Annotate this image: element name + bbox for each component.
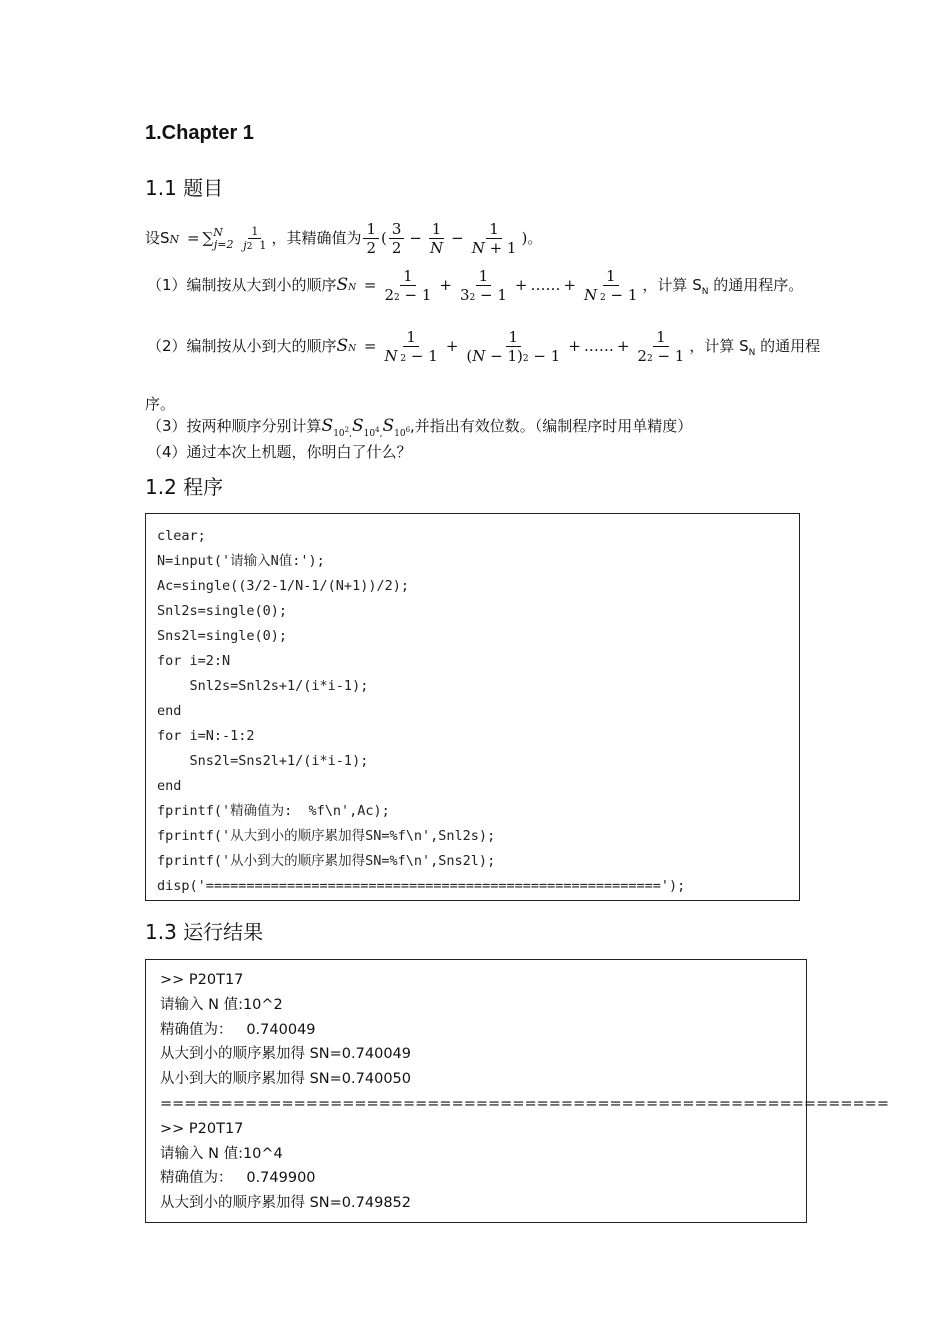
code-line: for i=2:N — [157, 653, 231, 669]
output-line: 请输入 N 值:10^2 — [160, 996, 283, 1013]
intro-line: 设SN = ∑$^N_{j=2}$ $\frac{1}{j2 1}$ ，其精确值为 $\frac{1}{2}$ ( $\frac{3}{2}$ − $\frac{1}{N}$ − $\frac{1}{N + 1}$ )。 — [145, 220, 543, 257]
code-line: disp('========================================================'); — [157, 878, 686, 894]
output-line: >> P20T17 — [160, 1120, 244, 1137]
code-line: end — [157, 703, 182, 719]
code-line: fprintf('精确值为: %f\n',Ac); — [157, 803, 390, 819]
section-heading-program: 1.2 程序 — [145, 475, 224, 499]
code-listing — [157, 524, 788, 899]
output-listing — [160, 968, 889, 1216]
output-line: ============================================================ — [160, 1095, 889, 1112]
item-2-wrap: 序。 — [145, 395, 176, 413]
intro-suffix: 。 — [527, 229, 543, 247]
code-line: end — [157, 778, 182, 794]
output-line: 从小到大的顺序累加得 SN=0.740050 — [160, 1071, 411, 1088]
output-line: 请输入 N 值:10^4 — [160, 1145, 283, 1162]
code-box — [145, 513, 800, 901]
item-3-line: （3）按两种顺序分别计算$S_{10^2,}S_{10^4,}S_{10^6}$,并指出有效位数。（编制程序时用单精度） — [147, 416, 693, 439]
code-line: Ac=single((3/2-1/N-1/(N+1))/2); — [157, 578, 409, 594]
item-2-tail: 的通用程 — [755, 337, 821, 355]
code-line: N=input('请输入N值:'); — [157, 553, 325, 569]
output-box — [145, 959, 889, 1223]
code-line: Sns2l=single(0); — [157, 628, 288, 644]
code-line: Snl2s=single(0); — [157, 603, 288, 619]
intro-prefix: 设S — [145, 229, 170, 247]
code-line: Sns2l=Sns2l+1/(i*i-1); — [157, 753, 369, 769]
code-line: clear; — [157, 528, 206, 544]
item-2-line: （2）编制按从小到大的顺序SN = $\frac{1}{N 2 - 1}$ + $\frac{1}{(N - 1)2 - 1}$ + …… + $\frac{1}{22 - 1}$ ，计算 $S_N$ 的通用程 — [147, 328, 821, 365]
item-3-prefix: （3）按两种顺序分别计算 — [147, 417, 322, 435]
output-line: 从大到小的顺序累加得 SN=0.749852 — [160, 1195, 411, 1212]
output-line: 精确值为： 0.749900 — [160, 1170, 316, 1187]
output-line: >> P20T17 — [160, 972, 244, 988]
code-line: Snl2s=Snl2s+1/(i*i-1); — [157, 678, 369, 694]
code-line: for i=N:-1:2 — [157, 728, 255, 744]
code-line: fprintf('从小到大的顺序累加得SN=%f\n',Sns2l); — [157, 853, 496, 869]
section-heading-results: 1.3 运行结果 — [145, 920, 264, 944]
intro-mid: ，其精确值为 — [271, 229, 362, 247]
output-line: 从大到小的顺序累加得 SN=0.740049 — [160, 1046, 411, 1063]
item-1-suffix: ，计算 S — [642, 276, 702, 294]
section-heading-problem: 1.1 题目 — [145, 176, 224, 200]
item-4-line: （4）通过本次上机题，你明白了什么？ — [147, 443, 412, 461]
item-1-tail: 的通用程序。 — [708, 276, 804, 294]
item-1-prefix: （1）编制按从大到小的顺序 — [147, 276, 337, 294]
output-line: 精确值为： 0.740049 — [160, 1021, 316, 1038]
item-3-suffix: ,并指出有效位数。（编制程序时用单精度） — [410, 417, 693, 435]
code-line: fprintf('从大到小的顺序累加得SN=%f\n',Snl2s); — [157, 828, 496, 844]
item-1-line: （1）编制按从大到小的顺序SN = $\frac{1}{22 - 1}$ + $\frac{1}{32 - 1}$ + …… + $\frac{1}{N 2 - 1}$ ，计算 $S_N$ 的通用程序。 — [147, 267, 804, 304]
item-2-suffix: ，计算 S — [689, 337, 749, 355]
item-2-prefix: （2）编制按从小到大的顺序 — [147, 337, 337, 355]
chapter-title: 1.Chapter 1 — [145, 122, 254, 144]
